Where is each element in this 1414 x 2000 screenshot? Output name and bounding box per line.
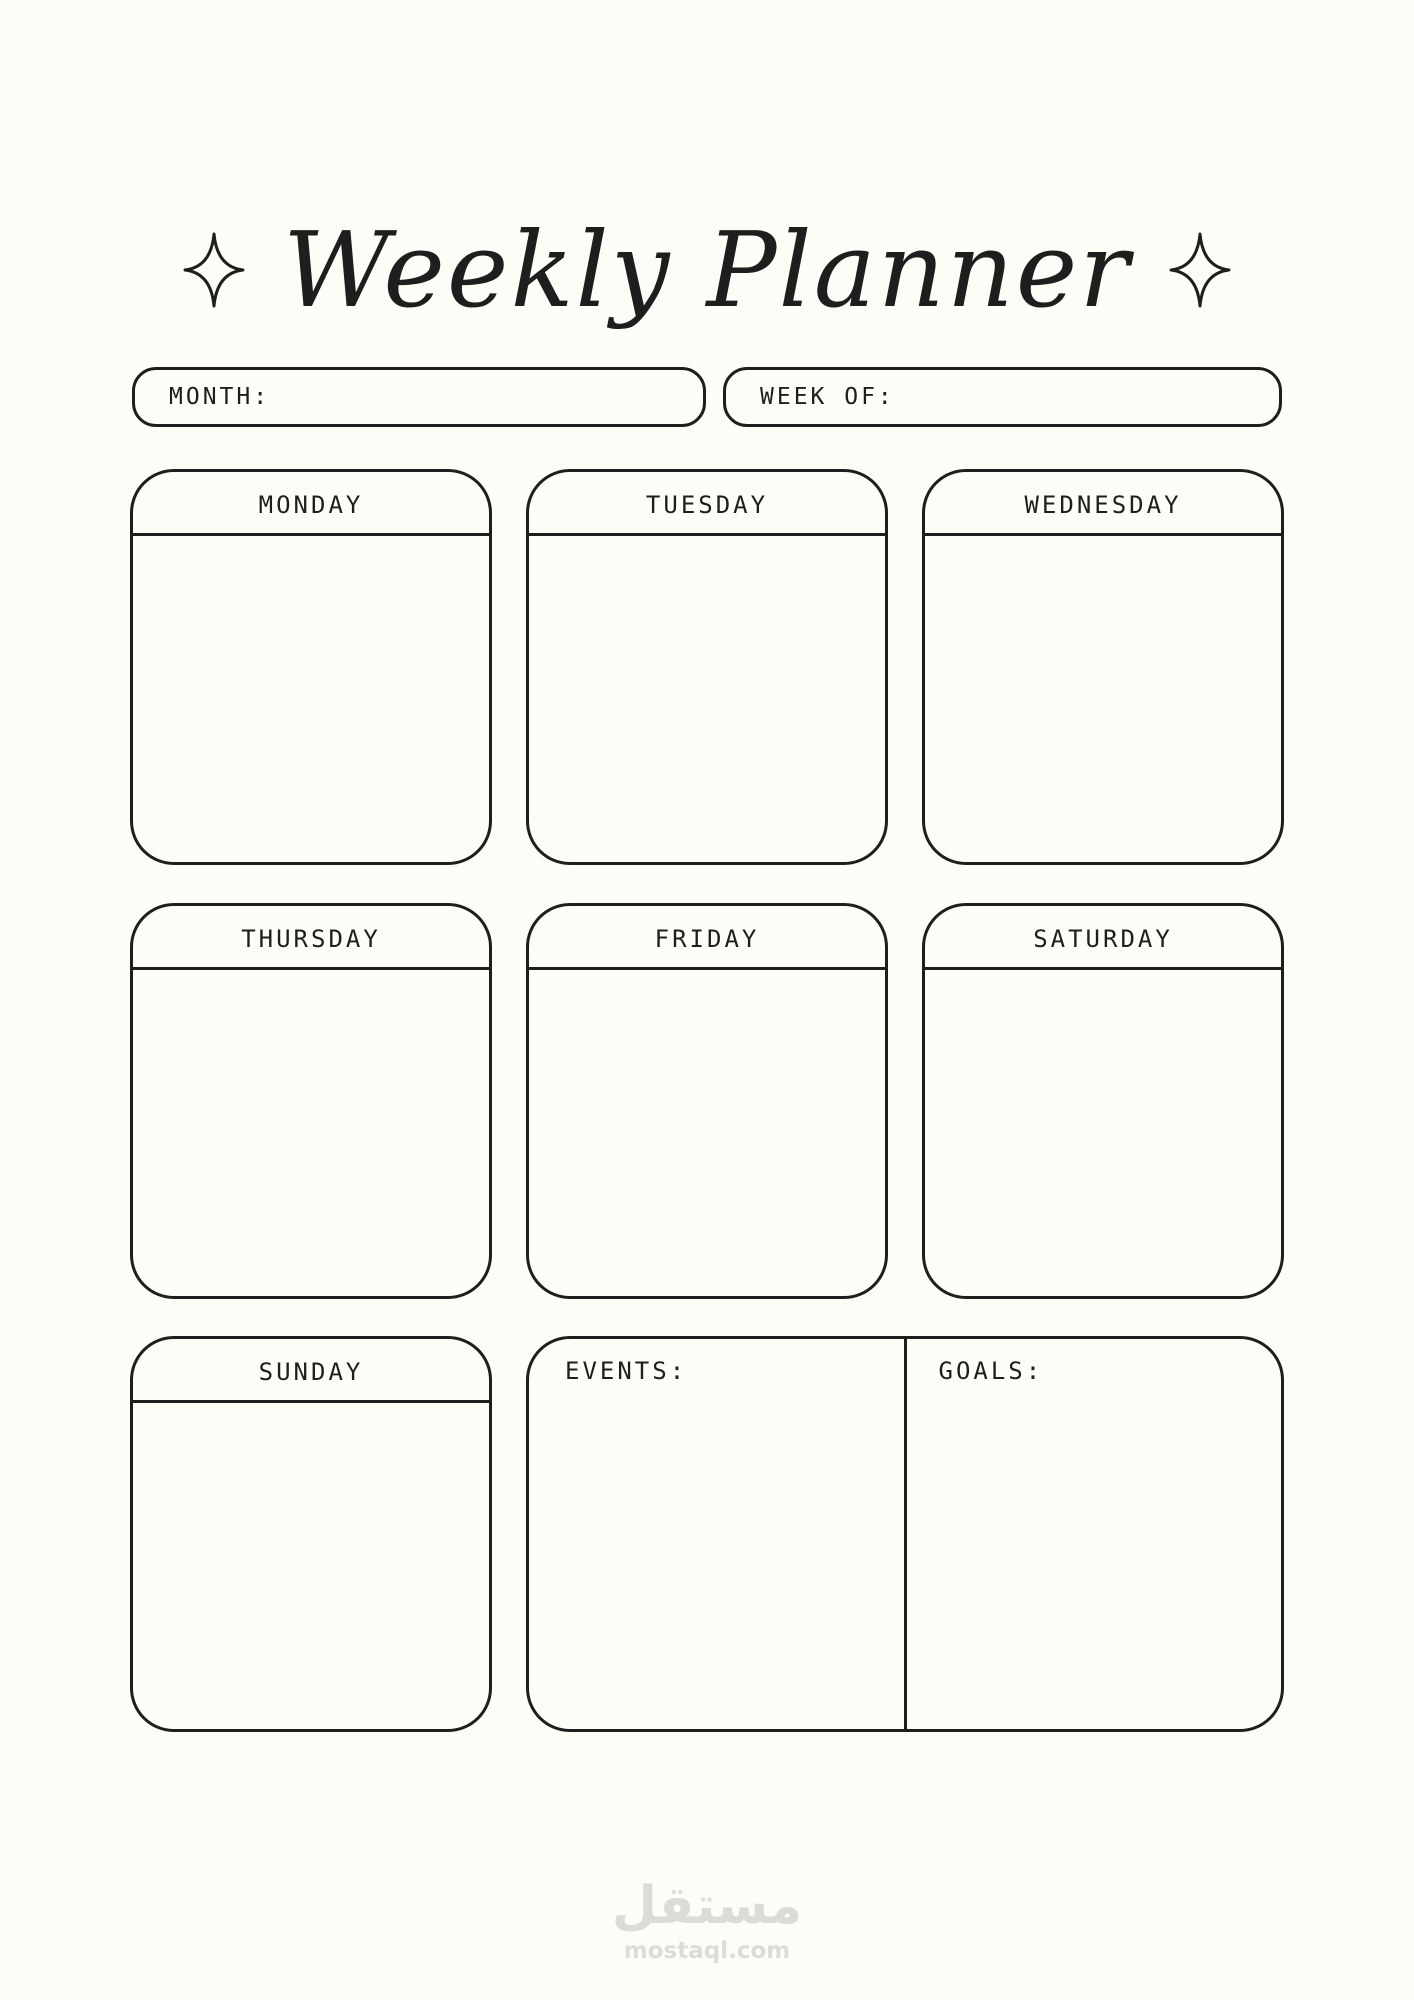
events-section[interactable] <box>529 1339 904 1729</box>
day-notes-area[interactable] <box>925 970 1281 1296</box>
watermark-url: mostaql.com <box>623 1938 791 1964</box>
day-notes-area[interactable] <box>133 1403 489 1729</box>
day-header <box>925 906 1281 970</box>
day-notes-area[interactable] <box>133 970 489 1296</box>
day-notes-area[interactable] <box>529 536 885 862</box>
day-label-tuesday: TUESDAY <box>645 490 769 519</box>
day-box-thursday[interactable] <box>130 903 492 1299</box>
day-header <box>529 906 885 970</box>
events-goals-box <box>526 1336 1284 1732</box>
day-header <box>925 472 1281 536</box>
day-label-saturday: SATURDAY <box>1033 924 1173 953</box>
sparkle-icon <box>181 230 247 310</box>
day-label-friday: FRIDAY <box>654 924 760 953</box>
page-title: Weekly Planner <box>282 209 1132 331</box>
month-label: MONTH: <box>169 384 271 410</box>
day-notes-area[interactable] <box>529 970 885 1296</box>
day-notes-area[interactable] <box>925 536 1281 862</box>
day-box-sunday[interactable] <box>130 1336 492 1732</box>
watermark-arabic: مستقل <box>611 1876 803 1936</box>
day-box-tuesday[interactable] <box>526 469 888 865</box>
week-of-label: WEEK OF: <box>760 384 895 410</box>
day-notes-area[interactable] <box>133 536 489 862</box>
title-row <box>0 190 1414 350</box>
day-header <box>133 1339 489 1403</box>
day-label-sunday: SUNDAY <box>258 1357 364 1386</box>
day-label-thursday: THURSDAY <box>241 924 381 953</box>
day-box-monday[interactable] <box>130 469 492 865</box>
day-box-wednesday[interactable] <box>922 469 1284 865</box>
goals-section[interactable] <box>904 1339 1282 1729</box>
events-label: EVENTS: <box>565 1357 688 1385</box>
day-box-friday[interactable] <box>526 903 888 1299</box>
day-header <box>133 472 489 536</box>
month-field[interactable] <box>132 367 706 427</box>
week-of-field[interactable] <box>723 367 1282 427</box>
sparkle-icon <box>1167 230 1233 310</box>
day-label-monday: MONDAY <box>258 490 364 519</box>
day-header <box>133 906 489 970</box>
goals-label: GOALS: <box>938 1357 1044 1385</box>
day-label-wednesday: WEDNESDAY <box>1024 490 1182 519</box>
day-box-saturday[interactable] <box>922 903 1284 1299</box>
watermark <box>0 1876 1414 1964</box>
day-header <box>529 472 885 536</box>
